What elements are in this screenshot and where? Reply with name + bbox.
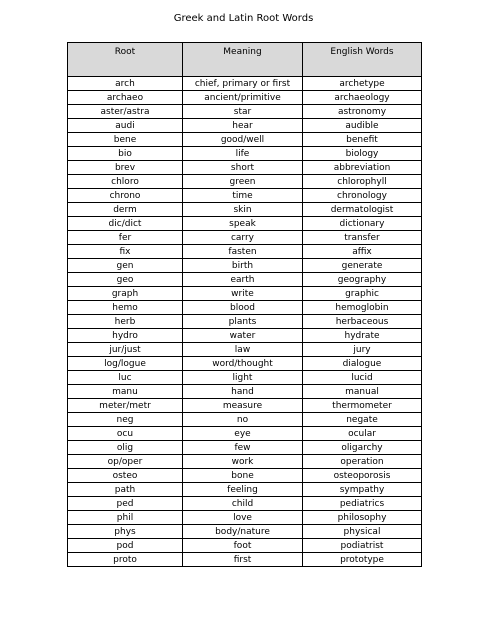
table-row	[68, 259, 422, 273]
cell-meaning: eye	[183, 427, 303, 441]
cell-english-word: affix	[303, 245, 422, 259]
cell-english-word: chlorophyll	[303, 175, 422, 189]
table-row	[68, 525, 422, 539]
cell-root: proto	[68, 553, 183, 567]
cell-meaning: no	[183, 413, 303, 427]
cell-english-word: podiatrist	[303, 539, 422, 553]
table-row	[68, 105, 422, 119]
cell-meaning: measure	[183, 399, 303, 413]
cell-english-word: dermatologist	[303, 203, 422, 217]
cell-meaning: good/well	[183, 133, 303, 147]
cell-root: manu	[68, 385, 183, 399]
cell-english-word: hydrate	[303, 329, 422, 343]
cell-english-word: archaeology	[303, 91, 422, 105]
cell-meaning: life	[183, 147, 303, 161]
table-row	[68, 245, 422, 259]
cell-english-word: benefit	[303, 133, 422, 147]
cell-meaning: green	[183, 175, 303, 189]
cell-english-word: lucid	[303, 371, 422, 385]
cell-root: path	[68, 483, 183, 497]
cell-root: gen	[68, 259, 183, 273]
cell-meaning: child	[183, 497, 303, 511]
cell-root: phys	[68, 525, 183, 539]
cell-english-word: geography	[303, 273, 422, 287]
cell-meaning: bone	[183, 469, 303, 483]
cell-root: dic/dict	[68, 217, 183, 231]
cell-meaning: water	[183, 329, 303, 343]
cell-english-word: pediatrics	[303, 497, 422, 511]
cell-root: geo	[68, 273, 183, 287]
cell-meaning: hear	[183, 119, 303, 133]
cell-root: op/oper	[68, 455, 183, 469]
table-row	[68, 343, 422, 357]
cell-root: neg	[68, 413, 183, 427]
table-row	[68, 301, 422, 315]
table-row	[68, 469, 422, 483]
root-words-table	[67, 42, 422, 567]
cell-english-word: hemoglobin	[303, 301, 422, 315]
column-header-english-words: English Words	[303, 43, 422, 77]
cell-english-word: physical	[303, 525, 422, 539]
page-title: Greek and Latin Root Words	[173, 13, 314, 24]
cell-root: herb	[68, 315, 183, 329]
cell-meaning: star	[183, 105, 303, 119]
cell-root: ped	[68, 497, 183, 511]
table-row	[68, 539, 422, 553]
cell-root: hydro	[68, 329, 183, 343]
table-row	[68, 273, 422, 287]
cell-english-word: negate	[303, 413, 422, 427]
table-row	[68, 203, 422, 217]
cell-root: fix	[68, 245, 183, 259]
cell-meaning: time	[183, 189, 303, 203]
table-row	[68, 315, 422, 329]
cell-meaning: word/thought	[183, 357, 303, 371]
column-header-root: Root	[68, 43, 183, 77]
cell-root: audi	[68, 119, 183, 133]
cell-meaning: ancient/primitive	[183, 91, 303, 105]
cell-root: meter/metr	[68, 399, 183, 413]
cell-english-word: dialogue	[303, 357, 422, 371]
cell-root: ocu	[68, 427, 183, 441]
cell-meaning: birth	[183, 259, 303, 273]
cell-english-word: philosophy	[303, 511, 422, 525]
table-row	[68, 77, 422, 91]
cell-root: luc	[68, 371, 183, 385]
cell-root: chrono	[68, 189, 183, 203]
cell-meaning: light	[183, 371, 303, 385]
cell-meaning: fasten	[183, 245, 303, 259]
cell-meaning: speak	[183, 217, 303, 231]
table-row	[68, 287, 422, 301]
cell-meaning: foot	[183, 539, 303, 553]
cell-english-word: jury	[303, 343, 422, 357]
table-row	[68, 119, 422, 133]
table-row	[68, 483, 422, 497]
cell-root: osteo	[68, 469, 183, 483]
table-row	[68, 147, 422, 161]
table-row	[68, 371, 422, 385]
cell-root: log/logue	[68, 357, 183, 371]
cell-meaning: few	[183, 441, 303, 455]
cell-root: chloro	[68, 175, 183, 189]
cell-root: phil	[68, 511, 183, 525]
cell-english-word: herbaceous	[303, 315, 422, 329]
table-row	[68, 553, 422, 567]
cell-english-word: osteoporosis	[303, 469, 422, 483]
table-row	[68, 455, 422, 469]
cell-root: pod	[68, 539, 183, 553]
cell-english-word: abbreviation	[303, 161, 422, 175]
cell-meaning: work	[183, 455, 303, 469]
table-row	[68, 175, 422, 189]
cell-meaning: write	[183, 287, 303, 301]
cell-root: archaeo	[68, 91, 183, 105]
table-row	[68, 133, 422, 147]
cell-english-word: sympathy	[303, 483, 422, 497]
cell-english-word: generate	[303, 259, 422, 273]
cell-english-word: operation	[303, 455, 422, 469]
cell-meaning: body/nature	[183, 525, 303, 539]
cell-english-word: ocular	[303, 427, 422, 441]
cell-meaning: plants	[183, 315, 303, 329]
cell-root: fer	[68, 231, 183, 245]
cell-english-word: audible	[303, 119, 422, 133]
cell-root: derm	[68, 203, 183, 217]
table-row	[68, 161, 422, 175]
table-row	[68, 399, 422, 413]
cell-root: aster/astra	[68, 105, 183, 119]
cell-root: graph	[68, 287, 183, 301]
table-row	[68, 497, 422, 511]
table-row	[68, 189, 422, 203]
cell-english-word: prototype	[303, 553, 422, 567]
table-row	[68, 217, 422, 231]
cell-english-word: biology	[303, 147, 422, 161]
table-row	[68, 329, 422, 343]
cell-root: bene	[68, 133, 183, 147]
cell-english-word: astronomy	[303, 105, 422, 119]
cell-meaning: carry	[183, 231, 303, 245]
table-row	[68, 357, 422, 371]
cell-meaning: feeling	[183, 483, 303, 497]
cell-english-word: oligarchy	[303, 441, 422, 455]
table-body	[68, 77, 422, 567]
cell-meaning: chief, primary or first	[183, 77, 303, 91]
cell-meaning: skin	[183, 203, 303, 217]
cell-meaning: earth	[183, 273, 303, 287]
cell-english-word: manual	[303, 385, 422, 399]
cell-meaning: blood	[183, 301, 303, 315]
cell-meaning: love	[183, 511, 303, 525]
table-row	[68, 385, 422, 399]
cell-meaning: first	[183, 553, 303, 567]
cell-english-word: transfer	[303, 231, 422, 245]
cell-meaning: hand	[183, 385, 303, 399]
cell-english-word: thermometer	[303, 399, 422, 413]
cell-root: arch	[68, 77, 183, 91]
cell-english-word: dictionary	[303, 217, 422, 231]
table-row	[68, 427, 422, 441]
table-row	[68, 511, 422, 525]
cell-root: hemo	[68, 301, 183, 315]
column-header-meaning: Meaning	[183, 43, 303, 77]
cell-root: olig	[68, 441, 183, 455]
table-row	[68, 441, 422, 455]
cell-root: bio	[68, 147, 183, 161]
cell-meaning: short	[183, 161, 303, 175]
cell-root: brev	[68, 161, 183, 175]
table-row	[68, 91, 422, 105]
table-row	[68, 231, 422, 245]
cell-meaning: law	[183, 343, 303, 357]
table-header-row	[68, 43, 422, 77]
cell-english-word: graphic	[303, 287, 422, 301]
cell-english-word: archetype	[303, 77, 422, 91]
cell-english-word: chronology	[303, 189, 422, 203]
cell-root: jur/just	[68, 343, 183, 357]
table-row	[68, 413, 422, 427]
